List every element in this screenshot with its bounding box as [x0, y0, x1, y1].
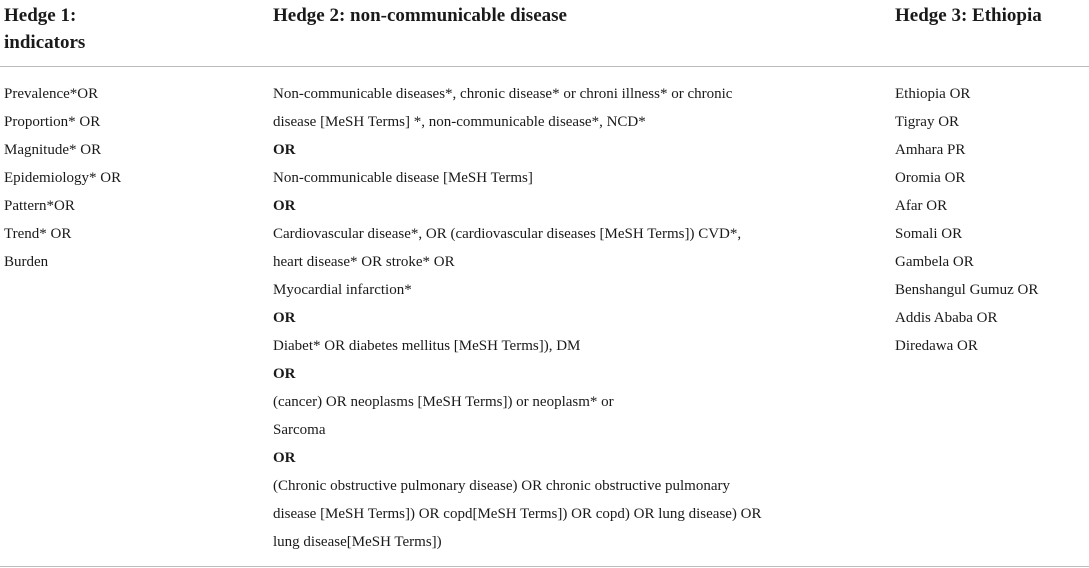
- disease-term-line: (Chronic obstructive pulmonary disease) OR chronic obstructive pulmonary: [273, 478, 730, 494]
- header-rule: [0, 66, 1089, 67]
- indicator-term: Pattern*OR: [4, 198, 75, 214]
- disease-term-line: Sarcoma: [273, 422, 326, 438]
- region-term: Benshangul Gumuz OR: [895, 282, 1039, 298]
- disease-term-line: heart disease* OR stroke* OR: [273, 254, 455, 270]
- indicator-term: Prevalence*OR: [4, 86, 99, 102]
- indicator-term: Burden: [4, 254, 49, 270]
- bottom-rule: [0, 566, 1089, 567]
- column-indicators: [4, 80, 121, 276]
- disease-term-line: OR: [273, 310, 296, 326]
- region-term: Ethiopia OR: [895, 86, 971, 102]
- disease-term-line: Cardiovascular disease*, OR (cardiovascular diseases [MeSH Terms]) CVD*,: [273, 226, 742, 242]
- region-term: Oromia OR: [895, 170, 966, 186]
- region-term: Somali OR: [895, 226, 963, 242]
- region-term: Tigray OR: [895, 114, 960, 130]
- disease-term-line: Non-communicable diseases*, chronic disease* or chroni illness* or chronic: [273, 86, 733, 102]
- disease-term-line: OR: [273, 198, 296, 214]
- column-regions: [895, 80, 1038, 360]
- disease-term-line: OR: [273, 142, 296, 158]
- region-term: Addis Ababa OR: [895, 310, 998, 326]
- column-ncd-terms: [273, 80, 762, 556]
- disease-term-line: disease [MeSH Terms]) OR copd[MeSH Terms]) OR copd) OR lung disease) OR: [273, 506, 762, 522]
- disease-term-line: OR: [273, 366, 296, 382]
- disease-term-line: (cancer) OR neoplasms [MeSH Terms]) or neoplasm* or: [273, 394, 614, 410]
- header-hedge-3: Hedge 3: Ethiopia: [895, 5, 1042, 26]
- disease-term-line: Myocardial infarction*: [273, 282, 412, 298]
- region-term: Diredawa OR: [895, 338, 978, 354]
- region-term: Afar OR: [895, 198, 948, 214]
- disease-term-line: disease [MeSH Terms] *, non-communicable disease*, NCD*: [273, 114, 646, 130]
- header-hedge-1: Hedge 1: indicators: [4, 5, 86, 53]
- indicator-term: Magnitude* OR: [4, 142, 102, 158]
- header-hedge-2: Hedge 2: non-communicable disease: [273, 5, 567, 26]
- indicator-term: Proportion* OR: [4, 114, 101, 130]
- region-term: Amhara PR: [895, 142, 966, 158]
- disease-term-line: Diabet* OR diabetes mellitus [MeSH Terms]), DM: [273, 338, 581, 354]
- disease-term-line: lung disease[MeSH Terms]): [273, 534, 442, 550]
- indicator-term: Epidemiology* OR: [4, 170, 122, 186]
- region-term: Gambela OR: [895, 254, 974, 270]
- disease-term-line: Non-communicable disease [MeSH Terms]: [273, 170, 533, 186]
- disease-term-line: OR: [273, 450, 296, 466]
- indicator-term: Trend* OR: [4, 226, 72, 242]
